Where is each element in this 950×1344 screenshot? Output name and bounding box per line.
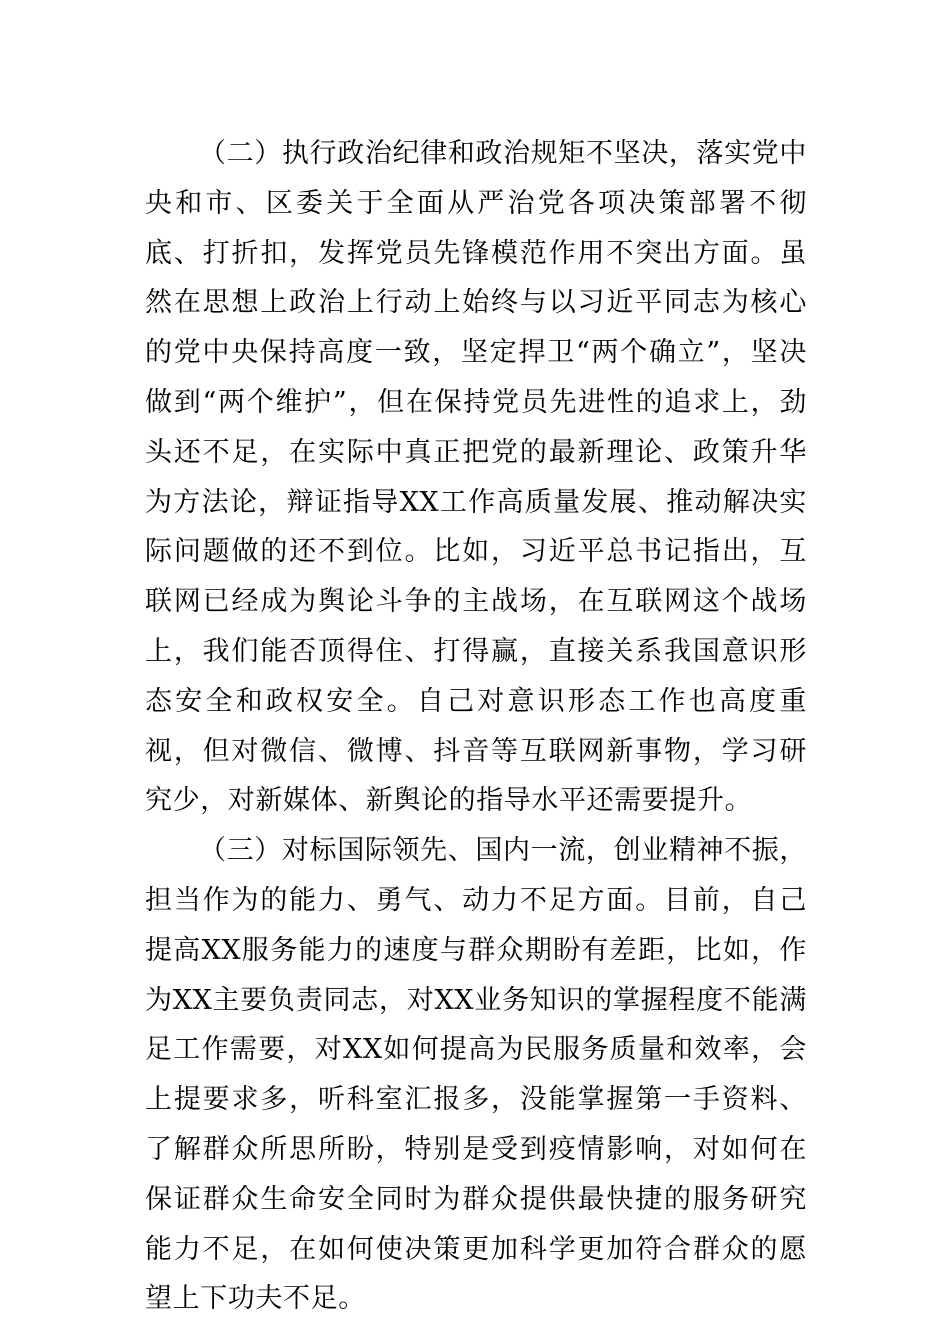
paragraph-section-three: （三）对标国际领先、国内一流，创业精神不振，担当作为的能力、勇气、动力不足方面。目前，自己提高XX服务能力的速度与群众期盼有差距，比如，作为XX主要负责同志，对XX业务知识的掌握程度不能满足工作需要，对XX如何提高为民服务质量和效率，会上提要求多，听科室汇报多，没能掌握第一手资料、了解群众所思所盼，特别是受到疫情影响，对如何在保证群众生命安全同时为群众提供最快捷的服务研究能力不足，在如何使决策更加科学更加符合群众的愿望上下功夫不足。 <box>145 835 807 1315</box>
paragraph-section-two: （二）执行政治纪律和政治规矩不坚决，落实党中央和市、区委关于全面从严治党各项决策部署不彻底、打折扣，发挥党员先锋模范作用不突出方面。虽然在思想上政治上行动上始终与以习近平同志为核心的党中央保持高度一致，坚定捍卫“两个确立”，坚决做到“两个维护”，但在保持党员先进性的追求上，劲头还不足，在实际中真正把党的最新理论、政策升华为方法论，辩证指导XX工作高质量发展、推动解决实际问题做的还不到位。比如，习近平总书记指出，互联网已经成为舆论斗争的主战场，在互联网这个战场上，我们能否顶得住、打得赢，直接关系我国意识形态安全和政权安全。自己对意识形态工作也高度重视，但对微信、微博、抖音等互联网新事物，学习研究少，对新媒体、新舆论的指导水平还需要提升。 <box>145 138 807 817</box>
document-body <box>145 129 807 1324</box>
